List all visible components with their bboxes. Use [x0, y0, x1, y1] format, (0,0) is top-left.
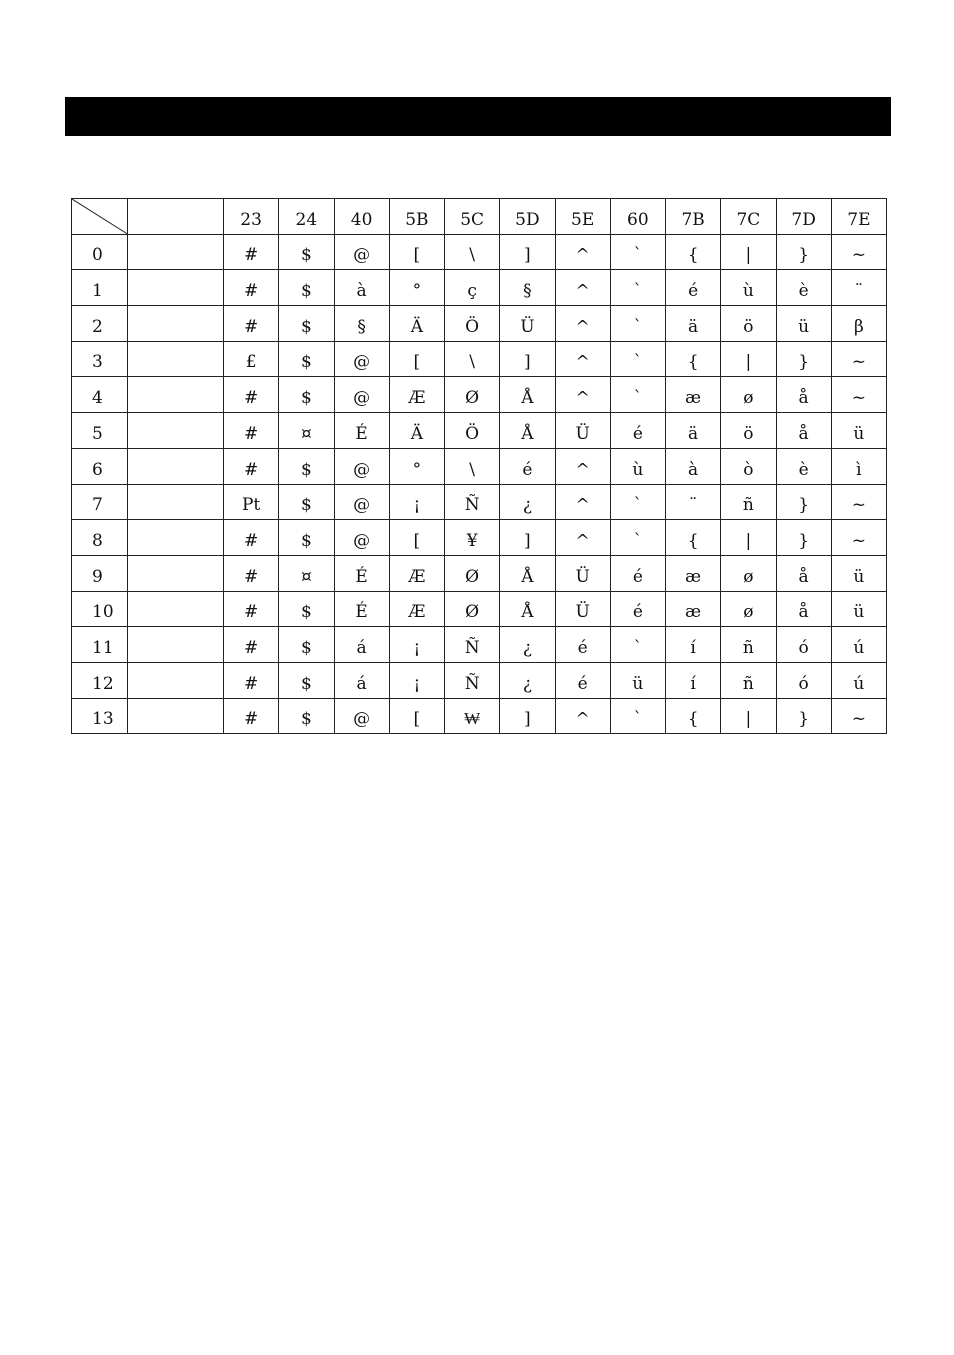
character-cell: ç	[445, 270, 500, 306]
character-cell: °	[389, 270, 444, 306]
table-row	[72, 484, 887, 520]
character-cell: é	[500, 448, 555, 484]
table-row	[72, 270, 887, 306]
character-cell: ~	[831, 520, 886, 556]
character-cell: Å	[500, 377, 555, 413]
character-cell: ú	[831, 627, 886, 663]
character-cell: Ø	[445, 555, 500, 591]
character-cell: `	[610, 306, 665, 342]
table-row	[72, 662, 887, 698]
character-cell: Ñ	[445, 627, 500, 663]
character-cell: }	[776, 341, 831, 377]
character-cell: #	[224, 698, 279, 734]
character-cell: ó	[776, 627, 831, 663]
character-cell: Æ	[389, 591, 444, 627]
corner-diagonal-cell	[72, 199, 128, 235]
character-cell: @	[334, 377, 389, 413]
character-cell: #	[224, 520, 279, 556]
character-cell: Ø	[445, 377, 500, 413]
character-cell: é	[610, 591, 665, 627]
character-cell: í	[666, 627, 721, 663]
row-label: 9	[72, 555, 128, 591]
character-cell: ]	[500, 234, 555, 270]
blank-cell	[128, 662, 224, 698]
character-cell: Ñ	[445, 662, 500, 698]
character-cell: Ü	[555, 413, 610, 449]
character-cell: æ	[666, 555, 721, 591]
character-cell: #	[224, 306, 279, 342]
blank-cell	[128, 555, 224, 591]
character-cell: ø	[721, 377, 776, 413]
character-cell: ^	[555, 484, 610, 520]
character-cell: £	[224, 341, 279, 377]
blank-cell	[128, 270, 224, 306]
character-cell: ]	[500, 341, 555, 377]
character-cell: #	[224, 448, 279, 484]
character-cell: Ü	[555, 591, 610, 627]
character-cell: é	[666, 270, 721, 306]
character-cell: $	[279, 448, 334, 484]
character-cell: ñ	[721, 662, 776, 698]
character-cell: ¤	[279, 413, 334, 449]
character-cell: §	[334, 306, 389, 342]
character-cell: ä	[666, 306, 721, 342]
character-cell: #	[224, 591, 279, 627]
character-cell: `	[610, 341, 665, 377]
character-cell: `	[610, 234, 665, 270]
international-character-set-table	[71, 198, 887, 734]
character-cell: {	[666, 520, 721, 556]
row-label: 12	[72, 662, 128, 698]
blank-cell	[128, 520, 224, 556]
character-cell: ^	[555, 448, 610, 484]
row-label: 6	[72, 448, 128, 484]
character-cell: ö	[721, 306, 776, 342]
character-cell: ^	[555, 698, 610, 734]
character-cell: ø	[721, 591, 776, 627]
character-cell: `	[610, 270, 665, 306]
character-cell: ¿	[500, 627, 555, 663]
character-cell: [	[389, 520, 444, 556]
character-cell: `	[610, 698, 665, 734]
character-cell: ü	[776, 306, 831, 342]
character-cell: {	[666, 234, 721, 270]
character-cell: ^	[555, 306, 610, 342]
character-cell: @	[334, 698, 389, 734]
table-row	[72, 448, 887, 484]
character-cell: ü	[831, 591, 886, 627]
character-cell: ñ	[721, 627, 776, 663]
character-cell: \	[445, 448, 500, 484]
character-cell: $	[279, 377, 334, 413]
row-label: 10	[72, 591, 128, 627]
character-cell: |	[721, 520, 776, 556]
character-cell: ù	[721, 270, 776, 306]
character-cell: É	[334, 413, 389, 449]
character-cell: `	[610, 520, 665, 556]
section-title-bar	[65, 97, 891, 136]
character-cell: ~	[831, 234, 886, 270]
character-cell: @	[334, 520, 389, 556]
blank-cell	[128, 234, 224, 270]
character-cell: ¡	[389, 484, 444, 520]
character-cell: °	[389, 448, 444, 484]
blank-cell	[128, 306, 224, 342]
table-row	[72, 520, 887, 556]
character-cell: §	[500, 270, 555, 306]
character-cell: #	[224, 627, 279, 663]
character-cell: Å	[500, 555, 555, 591]
character-cell: ¿	[500, 484, 555, 520]
character-cell: `	[610, 484, 665, 520]
blank-cell	[128, 413, 224, 449]
column-header-code: 5D	[500, 199, 555, 235]
character-cell: ö	[721, 413, 776, 449]
character-cell: é	[610, 413, 665, 449]
character-cell: $	[279, 341, 334, 377]
character-cell: Ä	[389, 306, 444, 342]
character-cell: Ö	[445, 413, 500, 449]
table-row	[72, 306, 887, 342]
character-cell: #	[224, 234, 279, 270]
character-cell: |	[721, 341, 776, 377]
character-cell: ~	[831, 377, 886, 413]
blank-cell	[128, 484, 224, 520]
character-cell: æ	[666, 377, 721, 413]
character-cell: #	[224, 413, 279, 449]
character-cell: [	[389, 234, 444, 270]
character-cell: #	[224, 377, 279, 413]
character-cell: Ö	[445, 306, 500, 342]
character-cell: Ñ	[445, 484, 500, 520]
character-cell: ü	[610, 662, 665, 698]
character-cell: å	[776, 555, 831, 591]
character-cell: [	[389, 698, 444, 734]
character-cell: $	[279, 234, 334, 270]
character-cell: è	[776, 448, 831, 484]
character-cell: β	[831, 306, 886, 342]
blank-cell	[128, 627, 224, 663]
character-cell: ~	[831, 484, 886, 520]
character-cell: ^	[555, 520, 610, 556]
character-cell: Ü	[555, 555, 610, 591]
character-cell: @	[334, 341, 389, 377]
character-cell: ^	[555, 234, 610, 270]
column-header-code: 60	[610, 199, 665, 235]
character-cell: é	[555, 662, 610, 698]
character-cell: #	[224, 662, 279, 698]
character-cell: ¨	[831, 270, 886, 306]
row-label: 0	[72, 234, 128, 270]
character-cell: Æ	[389, 377, 444, 413]
character-cell: |	[721, 698, 776, 734]
character-cell: ^	[555, 270, 610, 306]
character-cell: É	[334, 555, 389, 591]
blank-cell	[128, 341, 224, 377]
character-cell: `	[610, 627, 665, 663]
column-header-code: 5E	[555, 199, 610, 235]
column-header-code: 7B	[666, 199, 721, 235]
character-cell: ó	[776, 662, 831, 698]
character-cell: ¿	[500, 662, 555, 698]
row-label: 5	[72, 413, 128, 449]
blank-cell	[128, 377, 224, 413]
table-row	[72, 341, 887, 377]
character-cell: @	[334, 448, 389, 484]
table-row	[72, 234, 887, 270]
character-cell: Ø	[445, 591, 500, 627]
character-cell: ¡	[389, 662, 444, 698]
character-cell: é	[555, 627, 610, 663]
column-header-code: 23	[224, 199, 279, 235]
character-cell: Å	[500, 591, 555, 627]
column-header-code: 24	[279, 199, 334, 235]
character-cell: ¥	[445, 520, 500, 556]
character-cell: `	[610, 377, 665, 413]
character-cell: }	[776, 234, 831, 270]
character-cell: å	[776, 413, 831, 449]
character-cell: $	[279, 484, 334, 520]
row-label: 2	[72, 306, 128, 342]
character-cell: \	[445, 341, 500, 377]
character-cell: $	[279, 662, 334, 698]
character-cell: $	[279, 520, 334, 556]
character-cell: }	[776, 484, 831, 520]
character-cell: @	[334, 234, 389, 270]
character-cell: É	[334, 591, 389, 627]
character-cell: $	[279, 306, 334, 342]
blank-cell	[128, 448, 224, 484]
column-header-code: 5C	[445, 199, 500, 235]
blank-header-cell	[128, 199, 224, 235]
character-cell: ~	[831, 341, 886, 377]
character-cell: á	[334, 627, 389, 663]
blank-cell	[128, 698, 224, 734]
column-header-code: 5B	[389, 199, 444, 235]
character-cell: ]	[500, 698, 555, 734]
character-cell: ú	[831, 662, 886, 698]
column-header-code: 7E	[831, 199, 886, 235]
table-row	[72, 555, 887, 591]
column-header-code: 7C	[721, 199, 776, 235]
character-cell: å	[776, 377, 831, 413]
character-cell: ø	[721, 555, 776, 591]
column-header-code: 7D	[776, 199, 831, 235]
character-cell: ò	[721, 448, 776, 484]
row-label: 4	[72, 377, 128, 413]
table-row	[72, 627, 887, 663]
character-cell: Ü	[500, 306, 555, 342]
character-cell: #	[224, 555, 279, 591]
character-cell: ]	[500, 520, 555, 556]
column-header-code: 40	[334, 199, 389, 235]
character-cell: à	[334, 270, 389, 306]
character-cell: ü	[831, 555, 886, 591]
character-cell: ¨	[666, 484, 721, 520]
row-label: 3	[72, 341, 128, 377]
character-cell: $	[279, 698, 334, 734]
character-cell: Æ	[389, 555, 444, 591]
character-cell: ì	[831, 448, 886, 484]
row-label: 11	[72, 627, 128, 663]
character-cell: Ä	[389, 413, 444, 449]
character-cell: ¤	[279, 555, 334, 591]
table-row	[72, 698, 887, 734]
character-cell: ~	[831, 698, 886, 734]
table-row	[72, 377, 887, 413]
character-cell: ù	[610, 448, 665, 484]
row-label: 7	[72, 484, 128, 520]
character-cell: \	[445, 234, 500, 270]
character-cell: Å	[500, 413, 555, 449]
character-cell: ^	[555, 377, 610, 413]
character-cell: {	[666, 341, 721, 377]
character-cell: æ	[666, 591, 721, 627]
character-cell: $	[279, 627, 334, 663]
diagonal-line	[72, 199, 127, 234]
character-cell: í	[666, 662, 721, 698]
character-cell: ₩	[445, 698, 500, 734]
table-row	[72, 413, 887, 449]
row-label: 1	[72, 270, 128, 306]
character-cell: #	[224, 270, 279, 306]
character-cell: $	[279, 270, 334, 306]
character-cell: ü	[831, 413, 886, 449]
character-cell: è	[776, 270, 831, 306]
character-cell: @	[334, 484, 389, 520]
character-cell: å	[776, 591, 831, 627]
table-row	[72, 591, 887, 627]
character-cell: ñ	[721, 484, 776, 520]
row-label: 13	[72, 698, 128, 734]
header-row	[72, 199, 887, 235]
character-cell: ä	[666, 413, 721, 449]
character-cell: }	[776, 698, 831, 734]
character-cell: á	[334, 662, 389, 698]
blank-cell	[128, 591, 224, 627]
character-cell: à	[666, 448, 721, 484]
character-cell: é	[610, 555, 665, 591]
character-cell: }	[776, 520, 831, 556]
character-cell: ¡	[389, 627, 444, 663]
character-cell: ^	[555, 341, 610, 377]
character-cell: {	[666, 698, 721, 734]
character-cell: Pt	[224, 484, 279, 520]
row-label: 8	[72, 520, 128, 556]
character-cell: [	[389, 341, 444, 377]
character-cell: |	[721, 234, 776, 270]
character-cell: $	[279, 591, 334, 627]
